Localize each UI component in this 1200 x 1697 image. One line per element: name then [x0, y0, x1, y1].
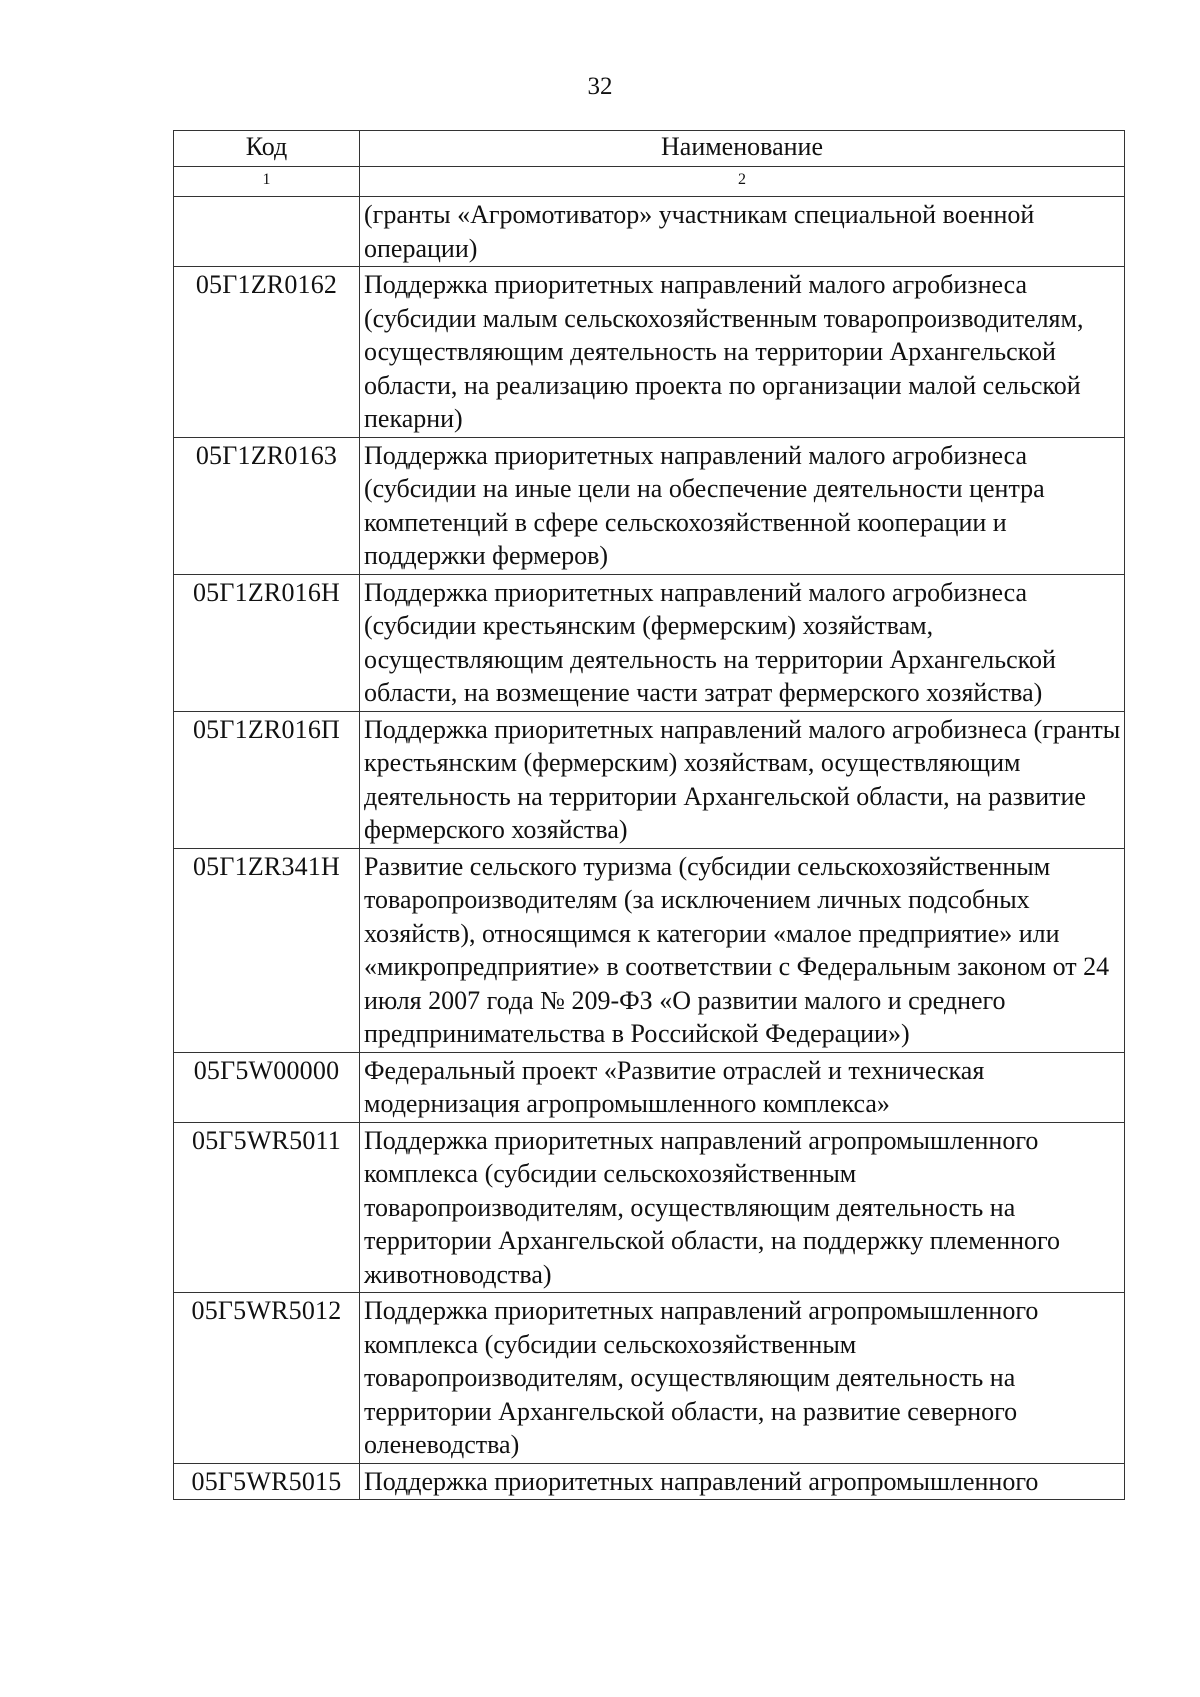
column-number-row	[174, 167, 1125, 197]
name-cell: Федеральный проект «Развитие отраслей и техническая модернизация агропромышленного комплекса»	[360, 1052, 1125, 1122]
code-cell: 05Г5WR5012	[174, 1293, 360, 1464]
name-cell: Поддержка приоритетных направлений малого агробизнеса (гранты крестьянским (фермерским) хозяйствам, осуществляющим деятельность на территории Архангельской области, на развитие фермерского хозяйства)	[360, 711, 1125, 848]
page-number: 32	[587, 73, 613, 100]
name-cell: Развитие сельского туризма (субсидии сельскохозяйственным товаропроизводителям (за исключением личных подсобных хозяйств), относящимся к категории «малое предприятие» или «микропредприятие» в соответствии с Федеральным законом от 24 июля 2007 года № 209-ФЗ «О развитии малого и среднего предпринимательства в Российской Федерации»)	[360, 848, 1125, 1052]
table-row	[174, 197, 1125, 267]
name-cell: Поддержка приоритетных направлений малого агробизнеса (субсидии малым сельскохозяйственным товаропроизводителям, осуществляющим деятельность на территории Архангельской области, на реализацию проекта по организации малой сельской пекарни)	[360, 267, 1125, 438]
table-header-row	[174, 131, 1125, 167]
name-cell: Поддержка приоритетных направлений агропромышленного комплекса (субсидии сельскохозяйственным товаропроизводителям, осуществляющим деятельность на территории Архангельской области, на поддержку племенного животноводства)	[360, 1122, 1125, 1293]
code-cell: 05Г1ZR0163	[174, 437, 360, 574]
code-cell: 05Г1ZR016П	[174, 711, 360, 848]
name-column-number: 2	[360, 167, 1125, 197]
code-cell: 05Г1ZR016Н	[174, 574, 360, 711]
name-cell: Поддержка приоритетных направлений малого агробизнеса (субсидии крестьянским (фермерским) хозяйствам, осуществляющим деятельность на территории Архангельской области, на возмещение части затрат фермерского хозяйства)	[360, 574, 1125, 711]
code-cell: 05Г1ZR0162	[174, 267, 360, 438]
code-column-number: 1	[174, 167, 360, 197]
code-cell: 05Г5W00000	[174, 1052, 360, 1122]
name-column-header: Наименование	[360, 131, 1125, 167]
code-cell: 05Г5WR5011	[174, 1122, 360, 1293]
code-cell: 05Г5WR5015	[174, 1463, 360, 1500]
table-row	[174, 848, 1125, 1052]
code-cell	[174, 197, 360, 267]
name-cell: Поддержка приоритетных направлений агропромышленного	[360, 1463, 1125, 1500]
table-row	[174, 1293, 1125, 1464]
budget-classification-table	[173, 130, 1125, 1500]
table-row	[174, 267, 1125, 438]
name-cell: (гранты «Агромотиватор» участникам специальной военной операции)	[360, 197, 1125, 267]
table-row	[174, 437, 1125, 574]
table-row	[174, 1122, 1125, 1293]
name-cell: Поддержка приоритетных направлений малого агробизнеса (субсидии на иные цели на обеспечение деятельности центра компетенций в сфере сельскохозяйственной кооперации и поддержки фермеров)	[360, 437, 1125, 574]
table-row	[174, 1052, 1125, 1122]
table-row	[174, 1463, 1125, 1500]
table-row	[174, 711, 1125, 848]
code-column-header: Код	[174, 131, 360, 167]
table-row	[174, 574, 1125, 711]
code-cell: 05Г1ZR341Н	[174, 848, 360, 1052]
name-cell: Поддержка приоритетных направлений агропромышленного комплекса (субсидии сельскохозяйственным товаропроизводителям, осуществляющим деятельность на территории Архангельской области, на развитие северного оленеводства)	[360, 1293, 1125, 1464]
